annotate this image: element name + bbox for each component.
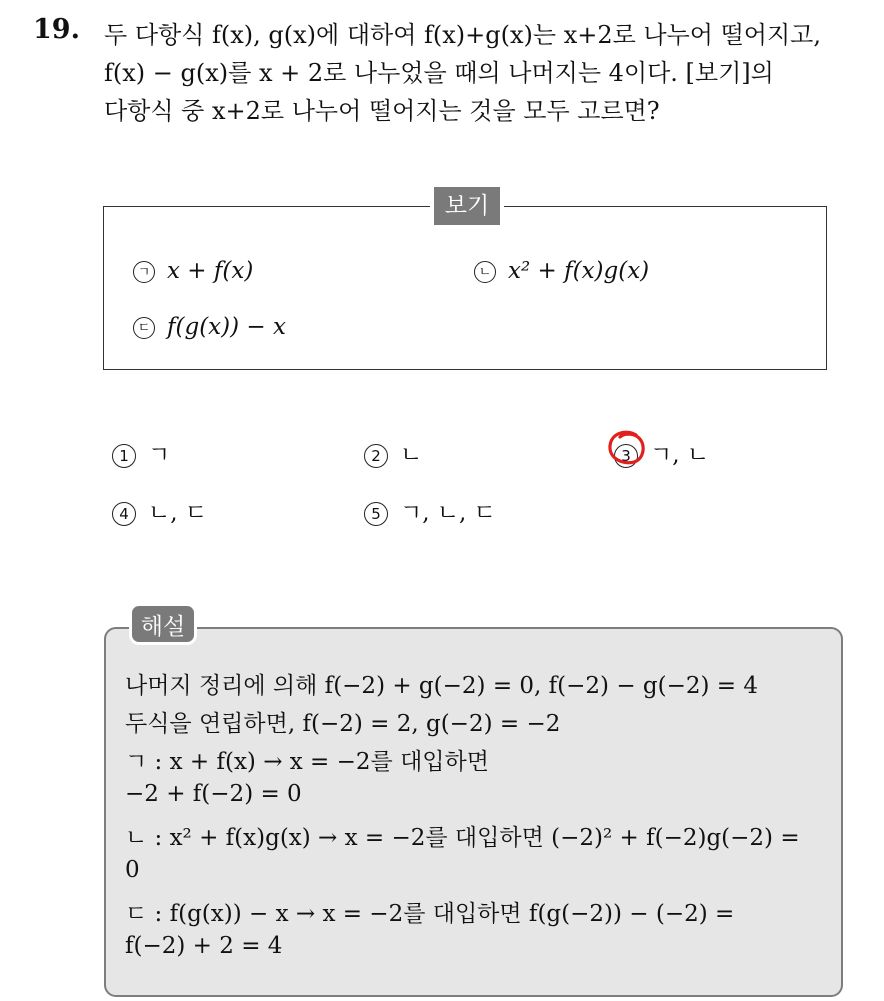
choice-5[interactable] [364, 494, 496, 527]
bogi-mark-b: ㄴ [474, 261, 496, 283]
choice-1[interactable] [112, 436, 170, 469]
bogi-item-a [133, 258, 253, 284]
bogi-expr-a: x + f(x) [167, 258, 254, 284]
bogi-expr-c: f(g(x)) − x [167, 314, 286, 340]
choice-1-text: ㄱ [148, 442, 171, 468]
choice-5-text: ㄱ, ㄴ, ㄷ [400, 500, 496, 526]
choice-5-number: 5 [364, 502, 388, 526]
choice-2-text: ㄴ [400, 442, 423, 468]
bogi-box [103, 206, 827, 370]
bogi-item-c [133, 314, 286, 340]
question-text-line-2: f(x) − g(x)를 x + 2로 나누었을 때의 나머지는 4이다. [보기]의 [104, 59, 774, 87]
bogi-mark-c: ㄷ [133, 317, 155, 339]
question-number: 19. [33, 14, 80, 45]
choice-2[interactable] [364, 436, 422, 469]
bogi-mark-a: ㄱ [133, 261, 155, 283]
choice-2-number: 2 [364, 444, 388, 468]
question-text-line-1: 두 다항식 f(x), g(x)에 대하여 f(x)+g(x)는 x+2로 나누어 떨어지고, [104, 21, 821, 49]
solution-line-3: ㄱ : x + f(x) → x = −2를 대입하면 [125, 749, 489, 775]
solution-line-1: 나머지 정리에 의해 f(−2) + g(−2) = 0, f(−2) − g(−2) = 4 [125, 673, 759, 699]
bogi-label: 보기 [430, 187, 504, 225]
solution-line-4: −2 + f(−2) = 0 [125, 781, 302, 807]
solution-line-5: ㄴ : x² + f(x)g(x) → x = −2를 대입하면 (−2)² + f(−2)g(−2) = [125, 825, 800, 851]
solution-line-7: ㄷ : f(g(x)) − x → x = −2를 대입하면 f(g(−2)) − (−2) = [125, 901, 735, 927]
solution-line-2: 두식을 연립하면, f(−2) = 2, g(−2) = −2 [125, 711, 561, 737]
bogi-expr-b: x² + f(x)g(x) [508, 258, 650, 284]
solution-label: 해설 [129, 603, 197, 645]
choice-4-number: 4 [112, 502, 136, 526]
choice-3-text: ㄱ, ㄴ [650, 442, 710, 468]
choice-4[interactable] [112, 494, 207, 527]
bogi-item-b [474, 258, 649, 284]
solution-line-8: f(−2) + 2 = 4 [125, 933, 283, 959]
choice-3-number: 3 [614, 444, 638, 468]
choice-1-number: 1 [112, 444, 136, 468]
answer-circle-mark [606, 429, 648, 467]
choice-4-text: ㄴ, ㄷ [148, 500, 208, 526]
solution-line-6: 0 [125, 857, 140, 883]
question-text-line-3: 다항식 중 x+2로 나누어 떨어지는 것을 모두 고르면? [104, 97, 660, 125]
